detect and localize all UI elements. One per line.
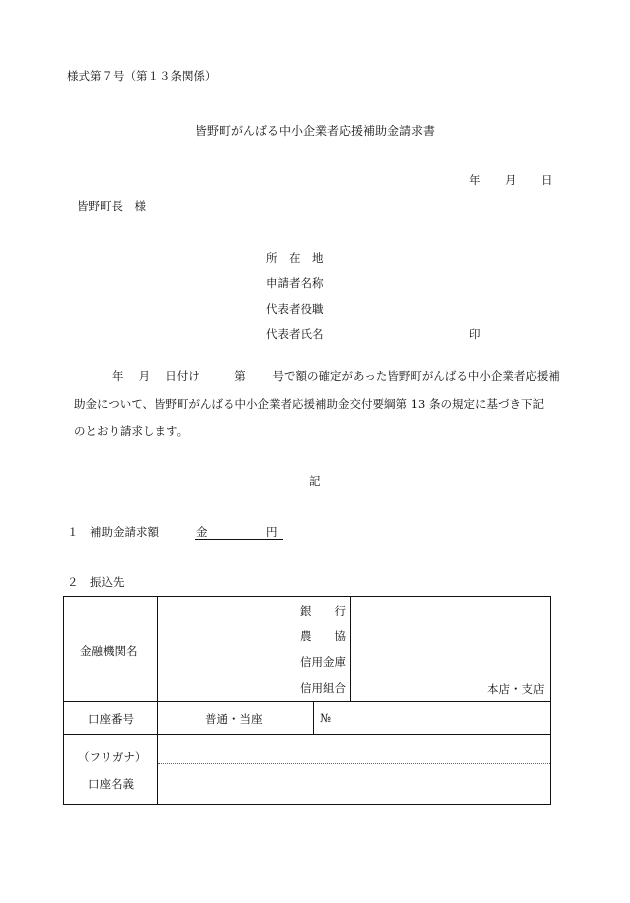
number-mark: № (320, 711, 331, 725)
bank-type-shinkin: 信用金庫 (300, 655, 346, 669)
body-line-2: 助金について、皆野町がんばる中小企業者応援補助金交付要綱第 13 条の規定に基づき下記 (74, 397, 544, 411)
transfer-table (63, 596, 551, 805)
month-label: 月 (505, 173, 517, 187)
account-holder-label: 口座名義 (88, 777, 134, 791)
bank-type-nokyo: 農 協 (300, 629, 346, 643)
day-label: 日 (541, 173, 553, 187)
account-number-label: 口座番号 (88, 712, 134, 726)
item-2-label: ２ 振込先 (67, 575, 125, 589)
bank-type-bank: 銀 行 (300, 604, 346, 618)
ki-heading: 記 (309, 474, 321, 488)
year-label: 年 (469, 173, 481, 187)
furigana-label: （フリガナ） (78, 750, 147, 764)
en-label: 円 (266, 525, 278, 539)
label-col-divider (157, 597, 158, 804)
addressee: 皆野町長 様 (77, 199, 146, 213)
bank-branch-divider (350, 597, 351, 701)
kin-label: 金 (196, 525, 208, 539)
account-type-options: 普通・当座 (205, 712, 263, 726)
account-type-divider (313, 701, 314, 734)
amount-underline (195, 539, 283, 540)
applicant-name-label: 申請者名称 (266, 276, 324, 290)
form-number: 様式第７号（第１３条関係） (67, 69, 217, 83)
branch-label: 本店・支店 (487, 682, 545, 696)
furigana-divider (158, 763, 550, 764)
item-1-label: １ 補助金請求額 (67, 525, 159, 539)
address-label: 所 在 地 (266, 251, 324, 265)
bank-name-label: 金融機関名 (80, 644, 138, 658)
body-line-1: 年 月 日付け 第 号で額の確定があった皆野町がんばる中小企業者応援補 (112, 369, 560, 383)
row-divider-1 (64, 701, 550, 702)
representative-name-label: 代表者氏名 (266, 327, 324, 341)
seal-mark: 印 (469, 327, 481, 341)
bank-type-shinkumi: 信用組合 (300, 681, 346, 695)
row-divider-2 (64, 734, 550, 735)
representative-title-label: 代表者役職 (266, 302, 324, 316)
body-line-3: のとおり請求します。 (74, 424, 189, 438)
document-title: 皆野町がんばる中小企業者応援補助金請求書 (194, 124, 435, 138)
